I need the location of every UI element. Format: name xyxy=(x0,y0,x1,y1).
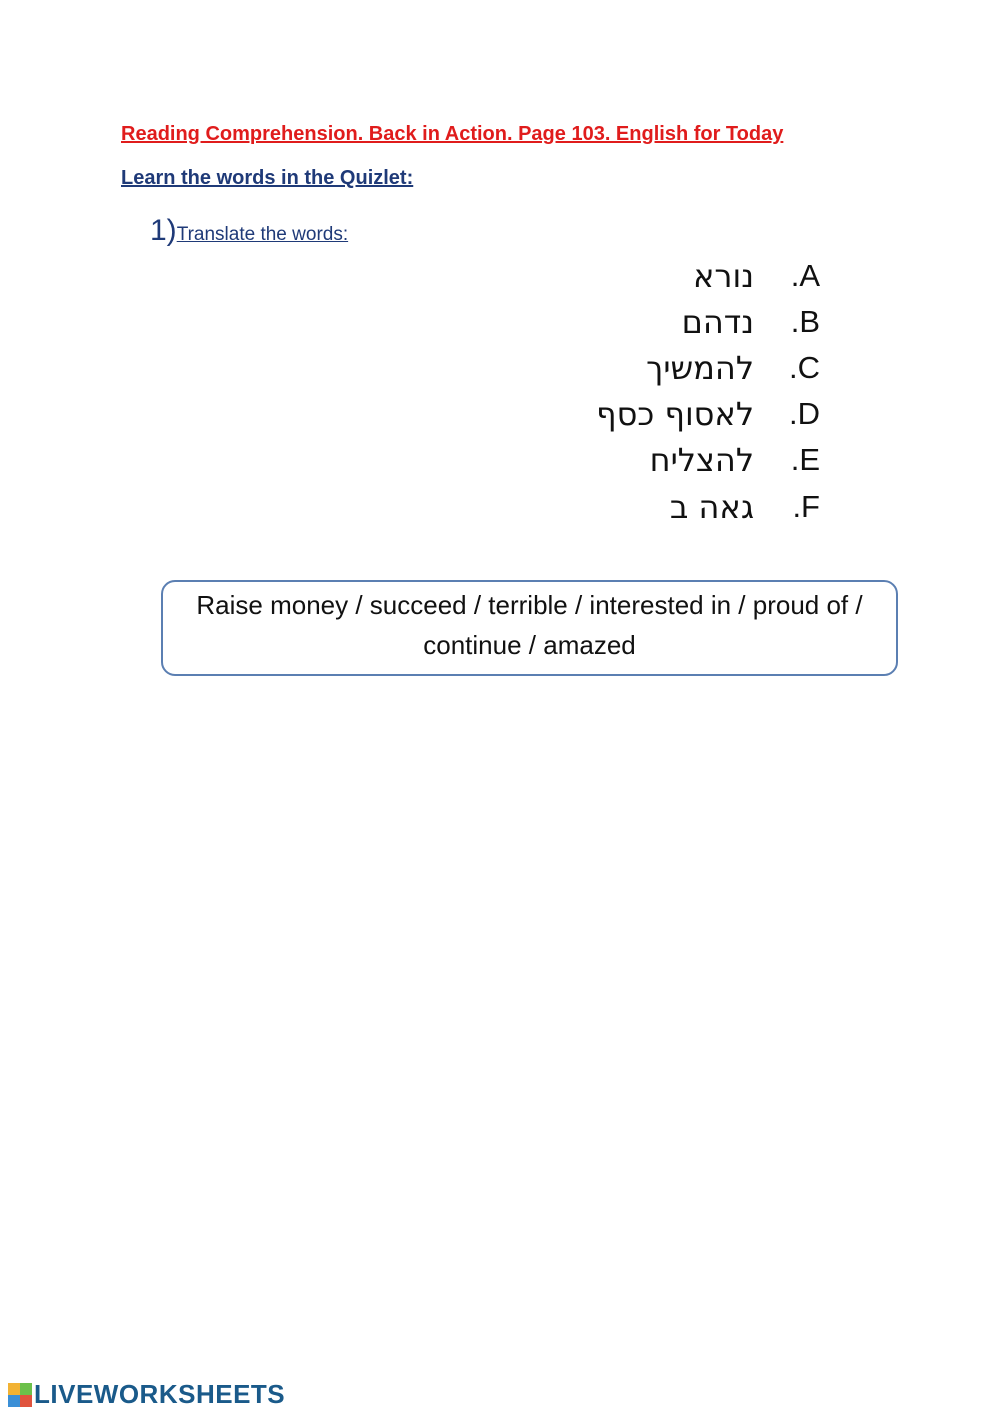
item-marker: D. xyxy=(789,396,820,431)
list-item-e xyxy=(650,438,820,482)
list-item-a xyxy=(693,254,820,298)
brand-footer xyxy=(8,1379,285,1410)
item-marker: E. xyxy=(790,442,820,477)
learn-words-instruction: Learn the words in the Quizlet: xyxy=(121,167,414,189)
list-item-f xyxy=(670,485,820,529)
brand-name: LIVEWORKSHEETS xyxy=(34,1379,286,1409)
hebrew-word: נורא xyxy=(693,257,754,295)
list-item-d xyxy=(596,392,820,436)
question-number: 1) xyxy=(150,214,177,247)
hebrew-word: להצליח xyxy=(649,441,754,479)
hebrew-word: לאסוף כסף xyxy=(596,395,754,433)
hebrew-word: להמשיך xyxy=(646,349,754,387)
worksheet-title: Reading Comprehension. Back in Action. Page 103. English for Today xyxy=(121,123,784,145)
question-text: Translate the words: xyxy=(176,224,349,245)
hebrew-word: גאה ב xyxy=(669,488,754,526)
list-item-c xyxy=(646,346,820,390)
liveworksheets-logo-icon xyxy=(8,1383,32,1407)
item-marker: B. xyxy=(790,304,820,339)
question-1 xyxy=(150,214,348,248)
item-marker: F. xyxy=(792,489,820,524)
word-bank-box: Raise money / succeed / terrible / interested in / proud of / continue / amazed xyxy=(161,580,898,676)
list-item-b xyxy=(682,300,820,344)
hebrew-word: נדהם xyxy=(681,303,754,341)
item-marker: A. xyxy=(790,258,820,293)
item-marker: C. xyxy=(789,350,820,385)
